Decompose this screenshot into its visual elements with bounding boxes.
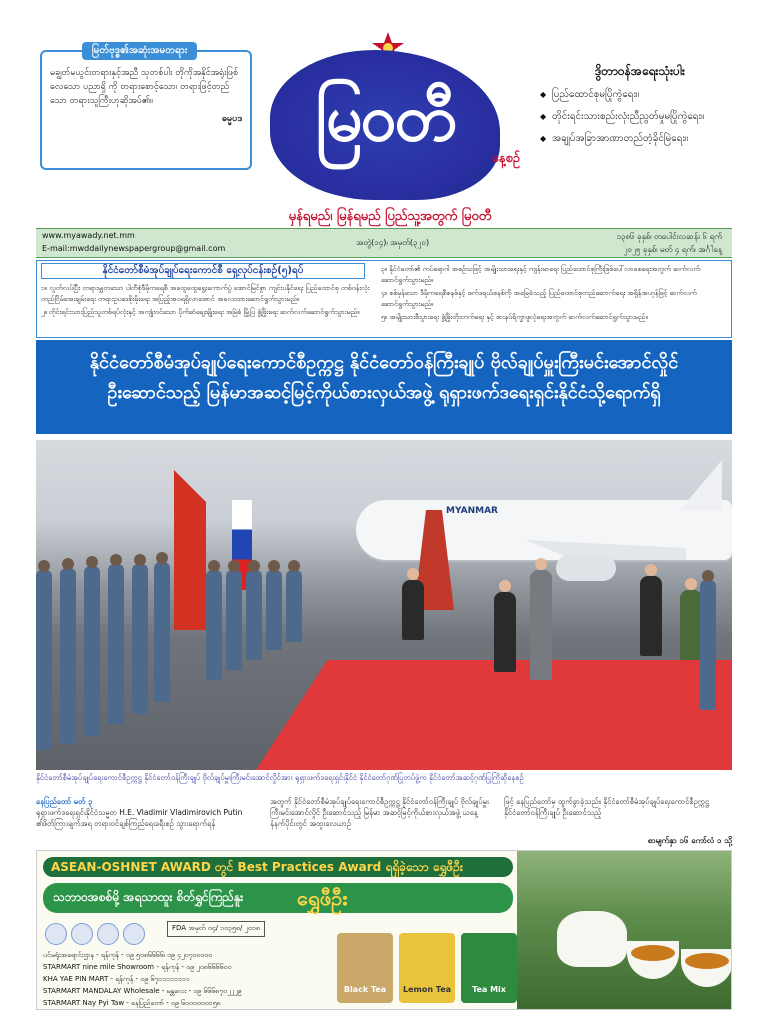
lead-story — [36, 796, 732, 848]
official-person — [402, 580, 424, 640]
national-cause-item: ◆ တိုင်းရင်းသားစည်းလုံးညီညွတ်မှုမပြိုကွဲရေး။ — [540, 106, 740, 128]
tea-liquid — [631, 945, 675, 961]
red-carpet — [256, 660, 732, 770]
honor-guard — [226, 570, 242, 670]
objective-item: ၃။ နိုင်ငံတော်၏ ကပ်ရောဂါ အစဉ်သဖြင့် အမျိုးသားရေးနှင့် ကျန်းမာရေး ပြည်ထောင်စုကြီးဖြစ်ပေါ်လာစေရေးအတွက် ဆက်လက်ဆောင်ရွက်သွားမည်။ — [381, 265, 701, 284]
honor-guard — [700, 580, 716, 710]
ad-address-line: KHA YAE PIN MART - ရန်ကုန် - ၀၉ ၆၇၁၁၁၁၁၁၁၁ — [43, 975, 190, 983]
headline-line-2: ဦးဆောင်သည့် မြန်မာအဆင့်မြင့်ကိုယ်စားလှယ်အဖွဲ့ ရုရှားဖက်ဒရေးရှင်းနိုင်ငံသို့ရောက်ရှိ — [107, 382, 661, 403]
teacup-icon — [681, 949, 732, 987]
email-link[interactable]: E-mail:mwddailynewspapergroup@gmail.com — [42, 244, 226, 253]
national-causes-title: ဒွိတာဝန်အရေးသုံးပါး — [595, 64, 685, 78]
date-gregorian: ၂၀၂၅ ခုနှစ်၊ မတ် ၄ ရက်၊ အင်္ဂါနေ့ — [623, 245, 722, 254]
story-column — [504, 796, 724, 818]
objectives-title: နိုင်ငံတော်စီမံအုပ်ချုပ်ရေးကောင်စီ ရှေ့လုပ်ငန်းစဉ်(၅)ရပ် — [41, 263, 365, 279]
tea-advertisement[interactable] — [36, 850, 732, 1010]
headline-line-1: နိုင်ငံတော်စီမံအုပ်ချုပ်ရေးကောင်စီဥက္ကဋ္ဌ နိုင်ငံတော်ဝန်ကြီးချုပ် ဗိုလ်ချုပ်မှူးကြီးမင်းအောင်လှိုင် — [89, 352, 679, 373]
red-banner-flag — [174, 470, 206, 630]
airplane-engine — [556, 555, 616, 581]
fda-number: FDA အမှတ် ၀၄/ ၁၀၃၅၈/ ၂၀၁၈ — [167, 921, 265, 937]
official-person — [680, 590, 702, 660]
tea-pack-black: Black Tea — [337, 933, 393, 1003]
quote-author: ဓမ္မပဒ — [221, 114, 242, 124]
website-link[interactable]: www.myawady.net.mm — [42, 231, 135, 240]
certification-logos — [45, 923, 165, 945]
honor-guard — [36, 570, 52, 750]
objective-item: ၅။ အမျိုးသားစီးပွားရေး ဖွံ့ဖြိုးတိုးတက်ရေး နှင့် စားနပ်ရိက္ခာဖူလုံရေးအတွက် ဆက်လက်ဆောင်ရွက်သွားမည်။ — [381, 313, 648, 321]
masthead-edition: နေ့စဉ် — [491, 151, 520, 166]
masthead — [260, 30, 520, 210]
ad-address-line: STARMART MANDALAY Wholesale - မန္တလေး - ၀၉ ၆၆၆၈၇၀၂၂၂၉ — [43, 987, 242, 995]
honor-guard — [246, 570, 262, 660]
ad-address-line: STARMART nine mile Showroom - ရန်ကုန် - ၀၉ ၂၀၈၆၆၆၆၀၀ — [43, 963, 232, 971]
honor-guard — [84, 566, 100, 736]
honor-guard — [108, 564, 124, 724]
ad-addresses — [43, 949, 333, 1009]
masthead-logo: မြဝတီ — [270, 50, 500, 200]
tea-pack-mix: Tea Mix — [461, 933, 517, 1003]
airplane — [356, 500, 732, 560]
lead-photo[interactable] — [36, 440, 732, 770]
objective-item: ၁။ လွတ်လပ်ပြီး တရားမျှတသော ပါတီစုံဒီမိုကရေစီ အထွေထွေရွေးကောက်ပွဲ အောင်မြင်စွာ ကျင်းပနိုင်ရေး ပြည်ထောင်စု တစ်ဝန်းလုံး တည်ငြိမ်အေးချမ်းရေး တရားဥပဒေစိုးမိုးရေး အပြည့်အဝရရှိလာအောင် အလေးထားဆောင်ရွက်သွားမည်။ — [41, 284, 370, 303]
ad-slogan: သဘာဝအစစ်မို့ အရသာထူး စိတ်ရွှင်ကြည်နူး — [43, 883, 513, 913]
objectives-left-column — [41, 283, 371, 320]
national-cause-item: ◆ ပြည်ထောင်စုမပြိုကွဲရေး။ — [540, 84, 740, 106]
certification-badge-icon — [97, 923, 119, 945]
official-person — [640, 576, 662, 656]
story-text: အတွက် နိုင်ငံတော်စီမံအုပ်ချုပ်ရေးကောင်စီဥက္ကဋ္ဌ နိုင်ငံတော်ဝန်ကြီးချုပ် ဗိုလ်ချုပ်မှူးကြီးမင်းအောင်လှိုင် ဦးဆောင်သည့် မြန်မာ အဆင့်မြင့်ကိုယ်စားလှယ်အဖွဲ့ ယနေ့နံနက်ပိုင်းတွင် အထူးလေယာဉ် — [270, 797, 489, 828]
story-column — [270, 796, 490, 829]
national-causes — [540, 60, 740, 150]
airplane-label: MYANMAR — [446, 506, 498, 516]
ad-brand-name: ရွှေဖီဦး — [297, 886, 348, 910]
masthead-slogan: မှန်ရမည်၊ မြန်ရမည် ပြည်သူ့အတွက် မြဝတီ — [288, 209, 492, 224]
story-column — [36, 796, 256, 829]
issue-number: အတွဲ(၁၄)၊ အမှတ်(၃၂၀) — [356, 238, 430, 247]
tea-liquid — [685, 953, 729, 969]
story-text: ရုရှားဖက်ဒရေးရှင်းနိုင်ငံသမ္မတ H.E. Vladimir Vladimirovich Putin ၏ဖိတ်ကြားချက်အရ တရားဝင်ချစ်ကြည်ရေးခရီးစဉ် သွားရောက်ရန် — [36, 808, 243, 828]
honor-guard — [206, 570, 222, 680]
objectives-box — [36, 260, 732, 338]
story-text: ဖြင့် နေပြည်တော်မှ ထွက်ခွာခဲ့သည်။ နိုင်ငံတော်စီမံအုပ်ချုပ်ရေးကောင်စီဥက္ကဋ္ဌ နိုင်ငံတော်ဝန်ကြီးချုပ် ဦးဆောင်သည့် — [504, 797, 710, 817]
story-continued-link[interactable]: စာမျက်နှာ ၁၆ ကော်လံ ၁ သို့ — [647, 836, 732, 845]
honor-guard — [154, 562, 170, 702]
national-cause-item: ◆ အချုပ်အခြာအာဏာတည်တံ့ခိုင်မြဲရေး။ — [540, 128, 740, 150]
honor-guard — [286, 570, 302, 642]
certification-badge-icon — [45, 923, 67, 945]
honor-guard — [60, 568, 76, 744]
date-myanmar: ၁၃၈၆ ခုနှစ်၊ တပေါင်းလဆန်း ၆ ရက် — [616, 232, 722, 241]
official-person — [530, 570, 552, 680]
objective-item: ၂။ တိုင်းရင်းသားပြည်သူတစ်ရပ်လုံးနှင့် အကျုံးဝင်သော ပိုက်ဆံချေးချိုးရေး အမြဲခံ မြို့ပြ ဖွံ့ဖြိုးရေး ဆက်လက်ဆောင်ရွက်သွားမည်။ — [41, 308, 360, 316]
airplane-tail — [662, 460, 722, 510]
quote-box-title: မြတ်ဗုဒ္ဓ၏အဆုံးအမတရား — [82, 42, 197, 60]
objectives-right-column — [381, 264, 711, 325]
teacup-icon — [627, 941, 679, 979]
honor-guard — [132, 564, 148, 714]
certification-badge-icon — [123, 923, 145, 945]
main-headline[interactable] — [36, 340, 732, 434]
official-person — [494, 592, 516, 672]
tea-pack-lemon: Lemon Tea — [399, 933, 455, 1003]
quote-text: မချွတ်မယွင်းတရားနှင့်အညီ သုတစ်ပါး တိုကိုအနိုင်အရုံးဖြစ်လေသော ပညာရှိ ကို တရားစောင့်သော၊ တရားဖြင့်တည်သော တရားသူကြီးဟုဆိုအပ်၏။ — [50, 68, 239, 106]
ad-tea-garden-image — [517, 851, 732, 1010]
photo-caption: နိုင်ငံတော်စီမံအုပ်ချုပ်ရေးကောင်စီဥက္ကဋ္ဌ နိုင်ငံတော်ဝန်ကြီးချုပ် ဗိုလ်ချုပ်မှူးကြီးမင်းအောင်လှိုင်အား ရုရှားဖက်ဒရေးရှင်းနိုင်ငံ နိုင်ငံတော်ဂုဏ်ပြုတပ်ဖွဲ့က နိုင်ငံတော်အဆင့်ဂုဏ်ပြုကြိုဆိုနေစဉ် — [36, 773, 524, 782]
ad-address-line: STARMART Nay Pyi Taw - နေပြည်တော် - ၀၉ ၆၀၀၀၀၀၀၁၅၈ — [43, 999, 221, 1007]
story-dateline: နေပြည်တော် မတ် ၃ — [36, 797, 93, 806]
certification-badge-icon — [71, 923, 93, 945]
ad-award-banner: ASEAN-OSHNET AWARD တွင် Best Practices Award ရရှိခဲ့သော ရွှေဖီဦး — [43, 857, 513, 877]
buddha-quote-box — [40, 45, 252, 170]
ad-address-line: ပင်မရုံးအရောင်းဌာန - ရန်ကုန် - ၀၉ ၅၀၈၆၆၆၆၊ ၀၉ ၄၂၀၇၀၀၀၀၀ — [43, 951, 213, 959]
teapot-icon — [557, 911, 627, 967]
info-bar — [36, 228, 732, 258]
objective-item: ၄။ စစ်မှန်သော ဒီမိုကရေစီစနစ်နှင့် ဖက်ဒရယ်စနစ်ကို အခြေခံသည့် ပြည်ထောင်စုတည်ဆောက်ရေး အရှိန်အဟုန်ဖြင့် ဆက်လက်ဆောင်ရွက်သွားမည်။ — [381, 289, 697, 308]
honor-guard — [266, 570, 282, 650]
